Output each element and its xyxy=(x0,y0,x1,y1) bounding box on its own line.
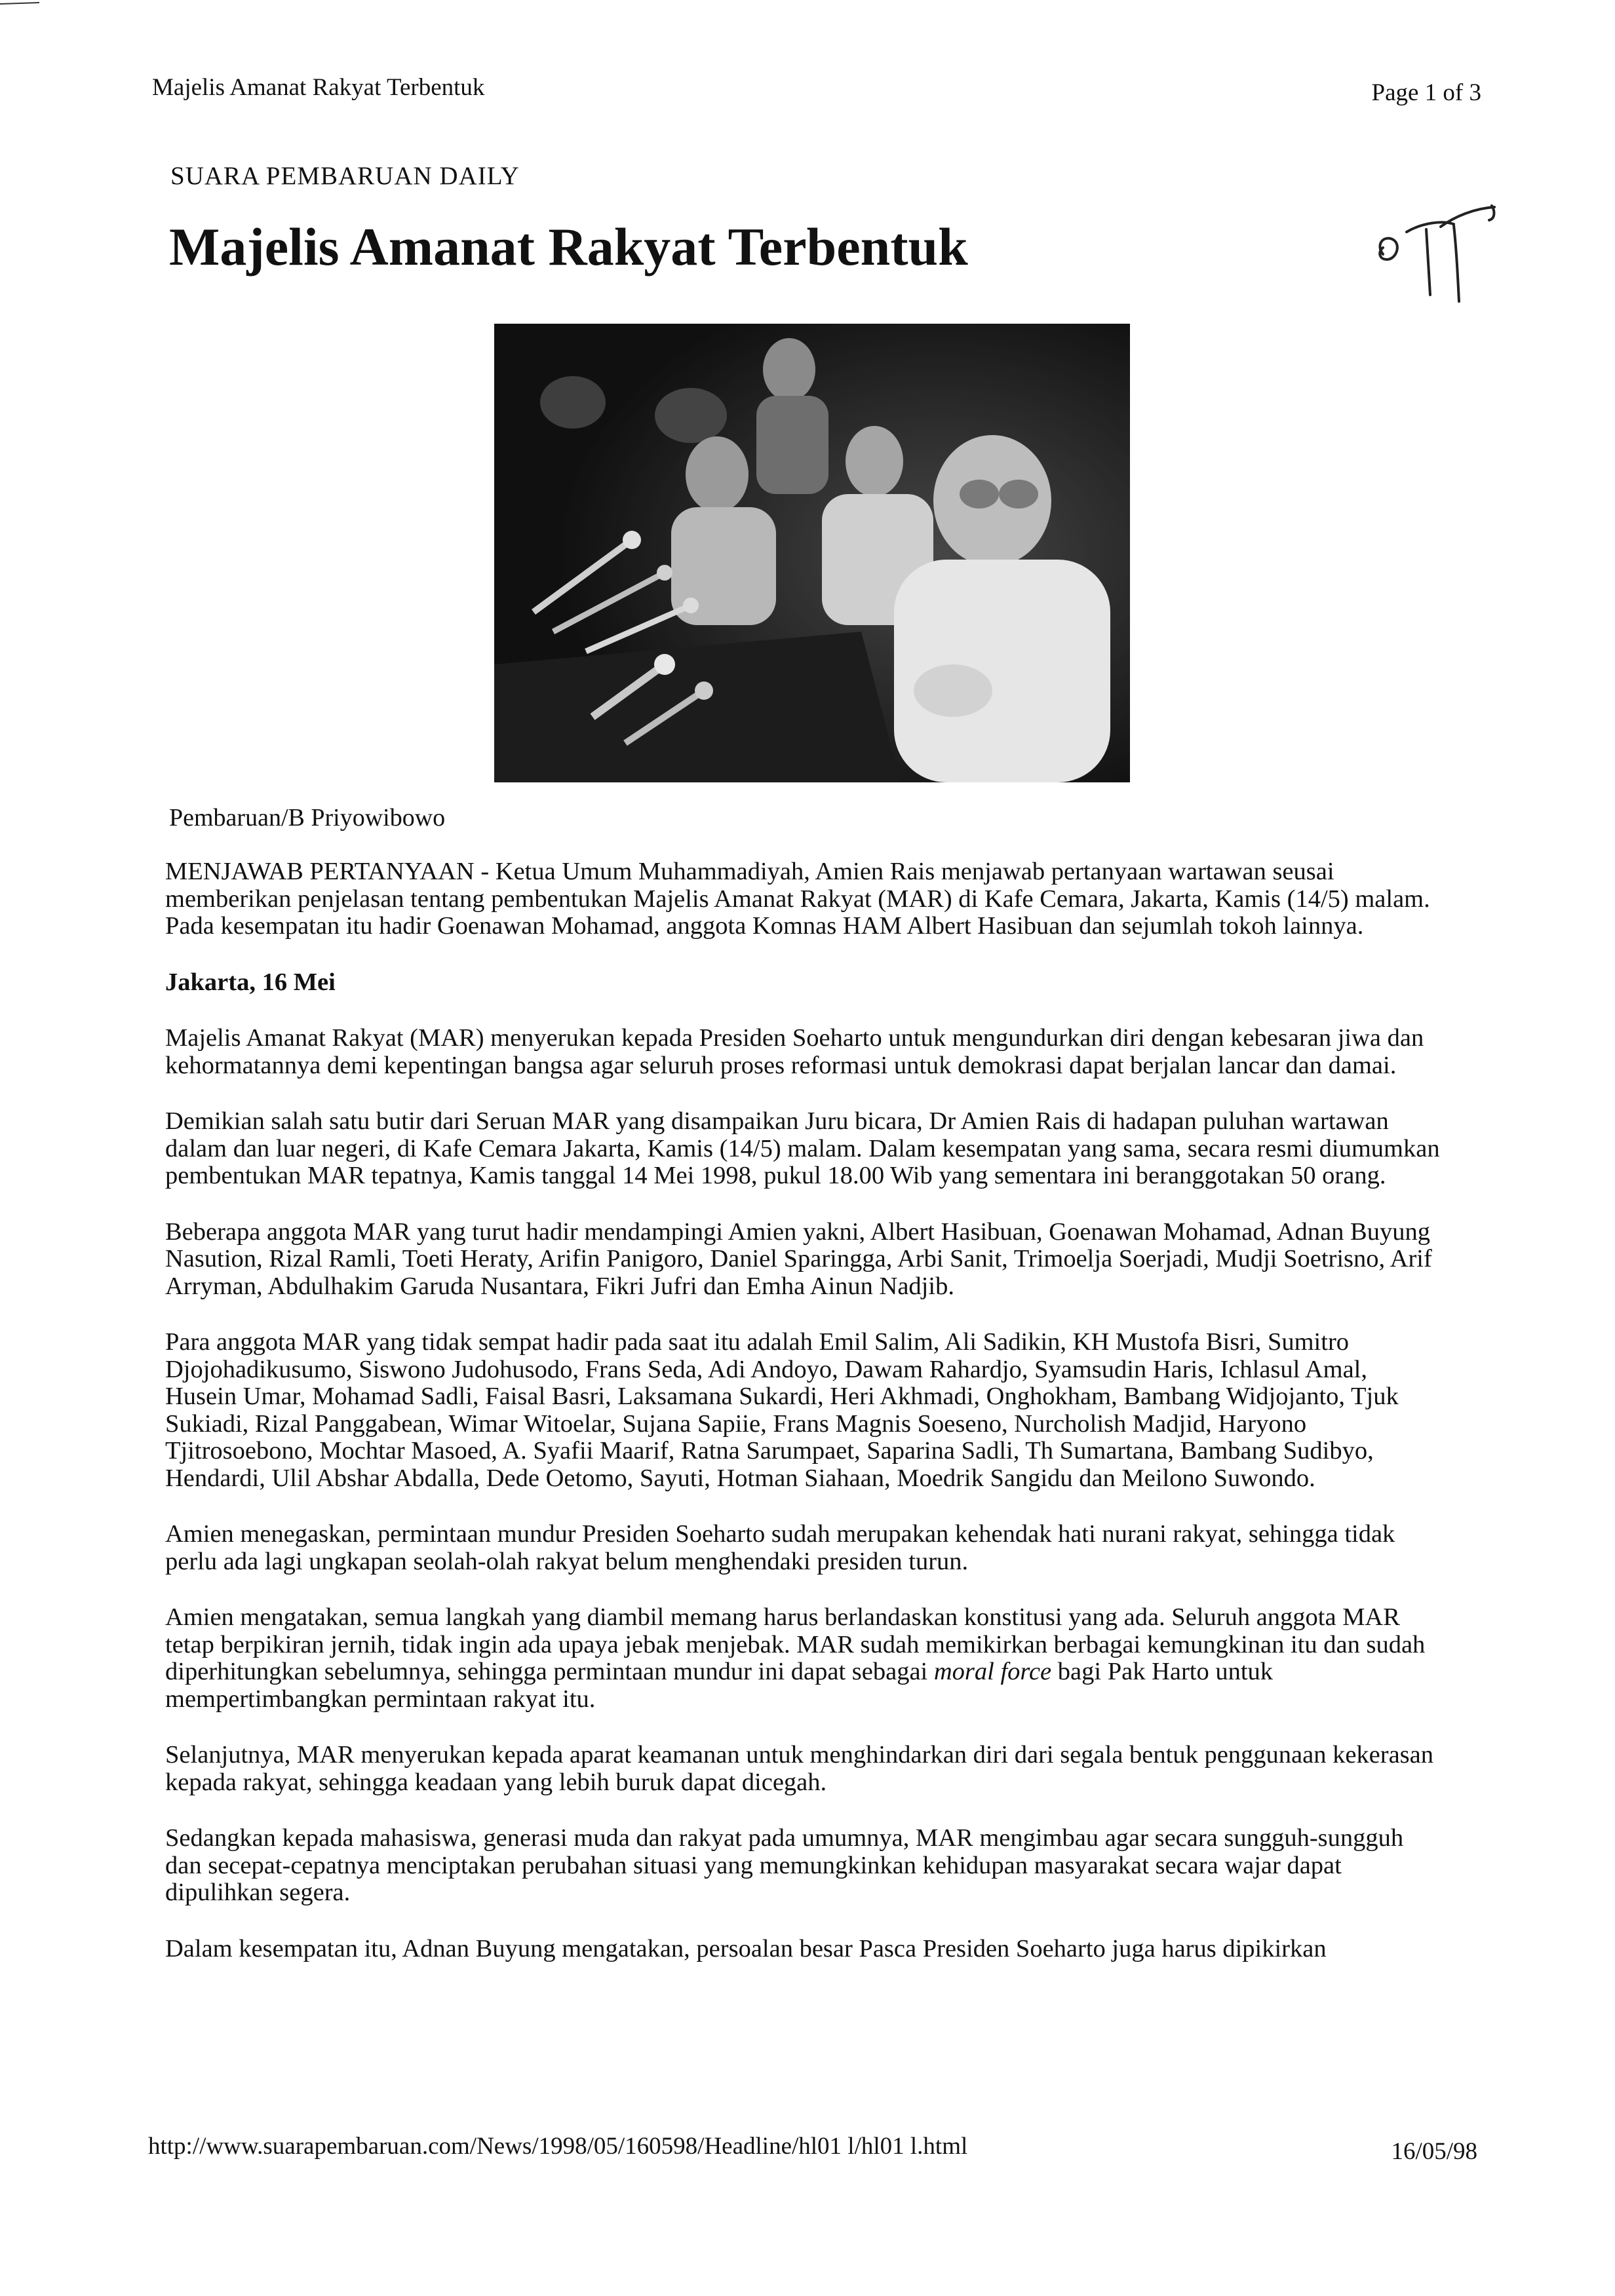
handwritten-mark xyxy=(1370,197,1501,315)
paragraph-text: bagi Pak Harto untuk mempertimbangkan permintaan rakyat itu. xyxy=(165,1658,1274,1713)
italic-phrase: moral force xyxy=(933,1658,1052,1685)
photo-caption: MENJAWAB PERTANYAAN - Ketua Umum Muhammadiyah, Amien Rais menjawab pertanyaan wartawan seusai memberikan penjelasan tentang pembentukan Majelis Amanat Rakyat (MAR) di Kafe Cemara, Jakarta, Kamis (14/5) malam. Pada kesempatan itu hadir Goenawan Mohamad, anggota Komnas HAM Albert Hasibuan dan sejumlah tokoh lainnya. xyxy=(165,858,1430,940)
dateline: Jakarta, 16 Mei xyxy=(165,968,336,996)
print-date: 16/05/98 xyxy=(1391,2138,1477,2165)
publication-name: SUARA PEMBARUAN DAILY xyxy=(170,162,520,190)
paragraph: Demikian salah satu butir dari Seruan MAR yang disampaikan Juru bicara, Dr Amien Rais di hadapan puluhan wartawan dalam dan luar negeri, di Kafe Cemara Jakarta, Kamis (14/5) malam. Dalam kesempatan yang sama, secara resmi diumumkan pembentukan MAR tepatnya, Kamis tanggal 14 Mei 1998, pukul 18.00 Wib yang sementara ini beranggotakan 50 orang. xyxy=(165,1107,1440,1189)
paragraph: Dalam kesempatan itu, Adnan Buyung mengatakan, persoalan besar Pasca Presiden Soeharto juga harus dipikirkan xyxy=(165,1934,1327,1962)
paragraph: Para anggota MAR yang tidak sempat hadir pada saat itu adalah Emil Salim, Ali Sadikin, KH Mustofa Bisri, Sumitro Djojohadikusumo, Siswono Judohusodo, Frans Seda, Adi Andoyo, Dawam Rahardjo, Syamsudin Haris, Ichlasul Amal, Husein Umar, Mohamad Sadli, Faisal Basri, Laksamana Sukardi, Heri Akhmadi, Onghokham, Bambang Widjojanto, Tjuk Sukiadi, Rizal Panggabean, Wimar Witoelar, Sujana Sapiie, Frans Magnis Soeseno, Nurcholish Madjid, Haryono Tjitrosoebono, Mochtar Masoed, A. Syafii Maarif, Ratna Sarumpaet, Saparina Sadli, Th Sumartana, Bambang Sudibyo, Hendardi, Ulil Abshar Abdalla, Dede Oetomo, Sayuti, Hotman Siahaan, Moedrik Sangidu dan Meilono Suwondo. xyxy=(165,1328,1399,1492)
paragraph-text: Amien mengatakan, semua langkah yang diambil memang harus berlandaskan konstitusi yang ada. Seluruh anggota MAR tetap berpikiran jernih, tidak ingin ada upaya jebak menjebak. MAR sudah memikirkan berbagai kemungkinan itu dan sudah diperhitungkan sebelumnya, sehingga permintaan mundur ini dapat sebagai xyxy=(165,1603,1426,1685)
news-photo xyxy=(494,324,1130,782)
paragraph: Majelis Amanat Rakyat (MAR) menyerukan kepada Presiden Soeharto untuk mengundurkan diri dengan kebesaran jiwa dan kehormatannya demi kepentingan bangsa agar seluruh proses reformasi untuk demokrasi dapat berjalan lancar dan damai. xyxy=(165,1024,1424,1079)
paragraph: Sedangkan kepada mahasiswa, generasi muda dan rakyat pada umumnya, MAR mengimbau agar secara sungguh-sungguh dan secepat-cepatnya menciptakan perubahan situasi yang memungkinkan kehidupan masyarakat secara wajar dapat dipulihkan segera. xyxy=(165,1824,1404,1906)
page-number: Page 1 of 3 xyxy=(1371,79,1481,106)
paragraph: Amien menegaskan, permintaan mundur Presiden Soeharto sudah merupakan kehendak hati nurani rakyat, sehingga tidak perlu ada lagi ungkapan seolah-olah rakyat belum menghendaki presiden turun. xyxy=(165,1520,1395,1575)
source-url: http://www.suarapembaruan.com/News/1998/05/160598/Headline/hl01 l/hl01 l.html xyxy=(148,2133,968,2160)
paragraph: Selanjutnya, MAR menyerukan kepada aparat keamanan untuk menghindarkan diri dari segala bentuk penggunaan kekerasan kepada rakyat, sehingga keadaan yang lebih buruk dapat dicegah. xyxy=(165,1741,1434,1796)
paragraph xyxy=(165,1604,1442,1713)
paragraph: Beberapa anggota MAR yang turut hadir mendampingi Amien yakni, Albert Hasibuan, Goenawan Mohamad, Adnan Buyung Nasution, Rizal Ramli, Toeti Heraty, Arifin Panigoro, Daniel Sparingga, Arbi Sanit, Trimoelja Soerjadi, Mudji Soetrisno, Arif Arryman, Abdulhakim Garuda Nusantara, Fikri Jufri dan Emha Ainun Nadjib. xyxy=(165,1217,1432,1300)
scan-edge-mark xyxy=(0,0,59,13)
article-title: Majelis Amanat Rakyat Terbentuk xyxy=(169,217,968,277)
photo-credit: Pembaruan/B Priyowibowo xyxy=(169,804,446,832)
article-body xyxy=(165,858,1442,1991)
browser-print-header-title: Majelis Amanat Rakyat Terbentuk xyxy=(152,74,485,101)
